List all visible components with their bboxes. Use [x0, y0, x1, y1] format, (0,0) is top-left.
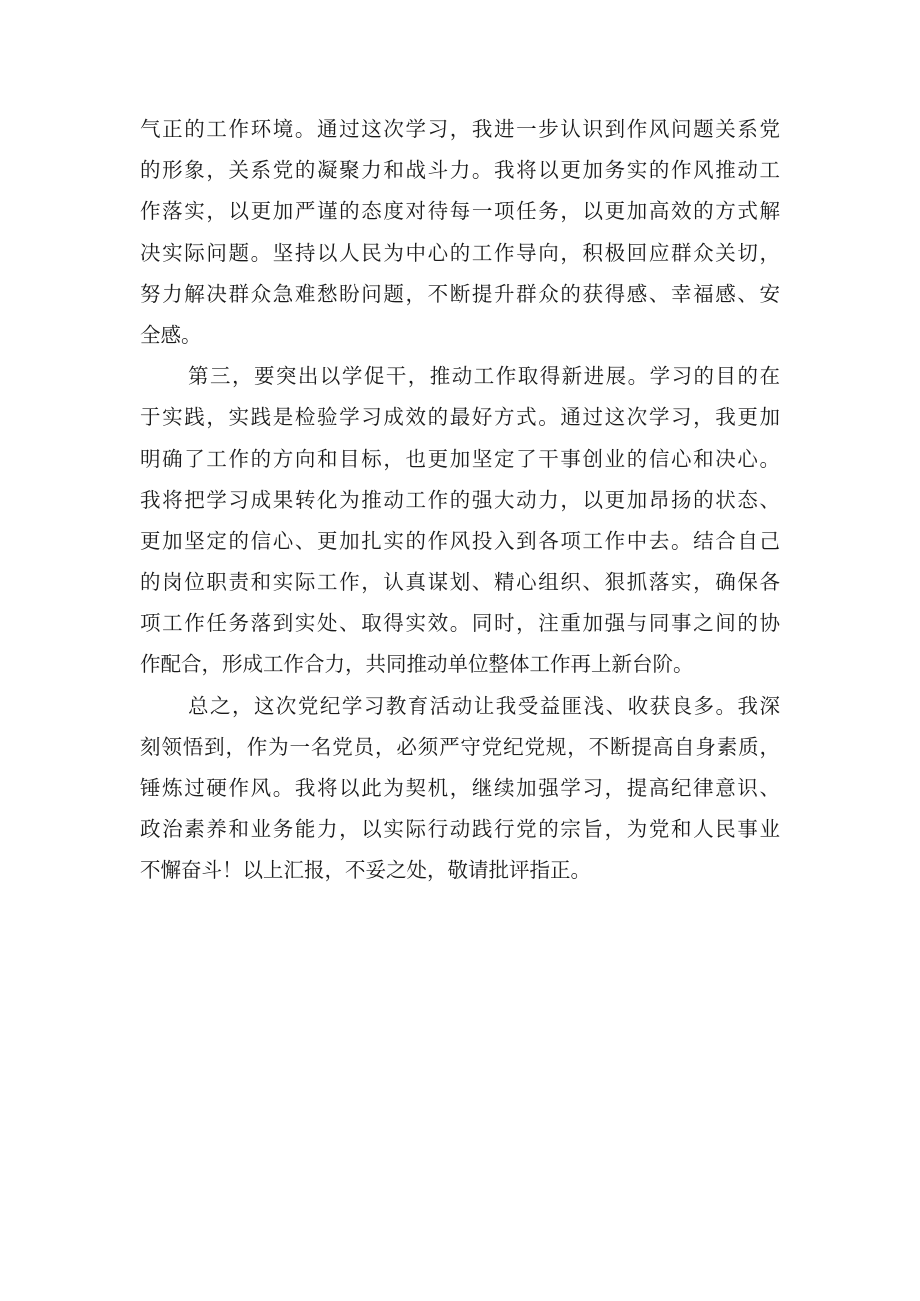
- body-text: [140, 109, 780, 892]
- text-line: 气正的工作环境。通过这次学习，我进一步认识到作风问题关系党: [140, 117, 780, 141]
- text-line: 更加坚定的信心、更加扎实的作风投入到各项工作中去。结合自己: [140, 528, 780, 553]
- text-line: 的形象，关系党的凝聚力和战斗力。我将以更加务实的作风推动工: [140, 158, 780, 183]
- text-line: 我将把学习成果转化为推动工作的强大动力，以更加昂扬的状态、: [140, 487, 780, 512]
- text-line: 明确了工作的方向和目标，也更加坚定了干事创业的信心和决心。: [140, 446, 780, 471]
- text-line: 项工作任务落到实处、取得实效。同时，注重加强与同事之间的协: [140, 611, 780, 636]
- text-line: 第三，要突出以学促干，推动工作取得新进展。学习的目的在: [188, 364, 780, 389]
- text-line: 全感。: [140, 322, 202, 347]
- text-line: 努力解决群众急难愁盼问题，不断提升群众的获得感、幸福感、安: [140, 281, 780, 306]
- text-line: 的岗位职责和实际工作，认真谋划、精心组织、狠抓落实，确保各: [140, 570, 780, 595]
- text-line: 政治素养和业务能力，以实际行动践行党的宗旨，为党和人民事业: [140, 817, 780, 842]
- text-line: 刻领悟到，作为一名党员，必须严守党纪党规，不断提高自身素质，: [140, 734, 780, 759]
- text-line: 作配合，形成工作合力，共同推动单位整体工作再上新台阶。: [140, 652, 694, 677]
- text-line: 作落实，以更加严谨的态度对待每一项任务，以更加高效的方式解: [140, 199, 780, 224]
- text-line: 不懈奋斗！以上汇报，不妥之处，敬请批评指正。: [140, 858, 591, 883]
- text-line: 锤炼过硬作风。我将以此为契机，继续加强学习，提高纪律意识、: [140, 776, 780, 800]
- text-line: 于实践，实践是检验学习成效的最好方式。通过这次学习，我更加: [140, 405, 780, 430]
- text-line: 决实际问题。坚持以人民为中心的工作导向，积极回应群众关切，: [140, 240, 780, 265]
- text-line: 总之，这次党纪学习教育活动让我受益匪浅、收获良多。我深: [188, 693, 780, 718]
